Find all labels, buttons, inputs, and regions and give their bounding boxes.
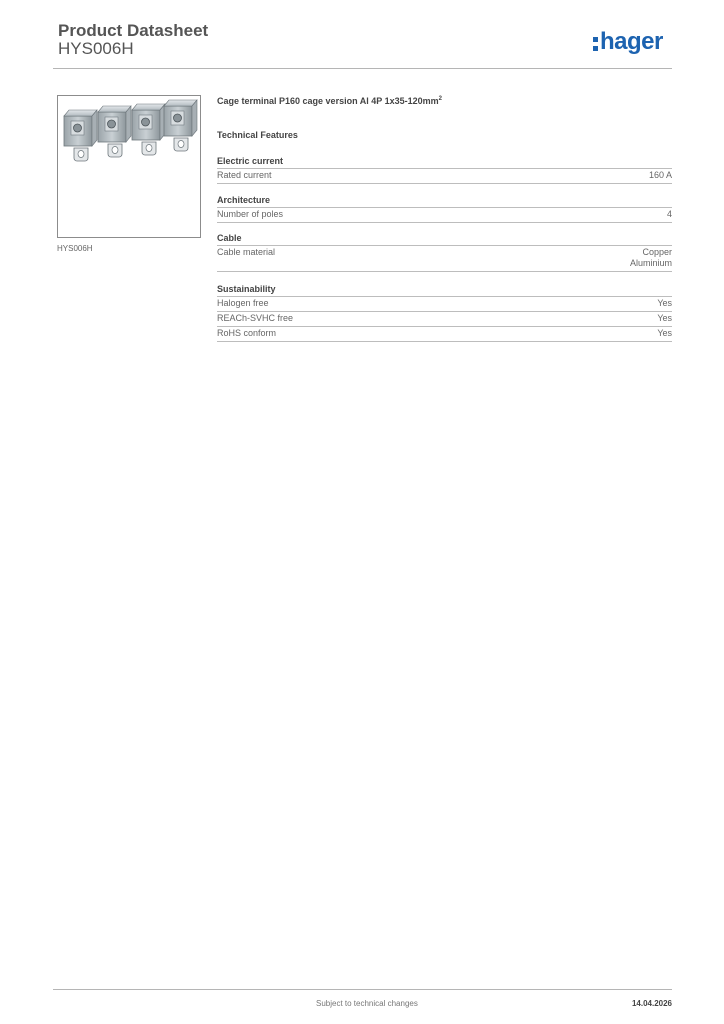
spec-value-line: Aluminium	[629, 258, 672, 268]
image-caption: HYS006H	[57, 244, 93, 253]
spec-label: RoHS conform	[217, 328, 277, 338]
spec-row	[217, 169, 672, 184]
footer-divider	[53, 989, 672, 990]
spec-value: 4	[666, 209, 672, 219]
hager-logo	[593, 26, 675, 58]
spec-value: Yes	[657, 328, 672, 338]
section-title: Architecture	[217, 194, 672, 208]
logo-wordmark: hager	[600, 28, 663, 55]
section-architecture	[217, 194, 672, 223]
spec-label: Cable material	[217, 247, 276, 257]
spec-value-line: Copper	[642, 247, 672, 257]
section-sustainability	[217, 283, 672, 342]
page-title: Product Datasheet	[58, 21, 209, 40]
spec-row	[217, 312, 672, 327]
cage-terminal-product-photo	[58, 96, 202, 239]
spec-label: Rated current	[217, 170, 272, 180]
product-image	[57, 95, 201, 238]
product-description-text: Cage terminal P160 cage version Al 4P 1x35-120mm	[217, 96, 439, 106]
section-title: Sustainability	[217, 283, 672, 297]
section-title: Cable	[217, 232, 672, 246]
product-description	[217, 96, 672, 106]
section-electric-current	[217, 155, 672, 184]
spec-row	[217, 246, 672, 272]
spec-value: Yes	[657, 313, 672, 323]
product-description-superscript: 2	[438, 96, 442, 102]
spec-value: Yes	[657, 298, 672, 308]
spec-value: 160 A	[648, 170, 672, 180]
footer-note: Subject to technical changes	[316, 999, 418, 1008]
spec-label: REACh-SVHC free	[217, 313, 294, 323]
header-divider	[53, 68, 672, 69]
product-code: HYS006H	[58, 39, 134, 58]
spec-row	[217, 208, 672, 223]
spec-row	[217, 297, 672, 312]
footer-date: 14.04.2026	[631, 999, 672, 1008]
logo-colon-icon	[593, 37, 598, 51]
spec-row	[217, 327, 672, 342]
technical-features-heading: Technical Features	[217, 130, 298, 140]
spec-label: Number of poles	[217, 209, 284, 219]
section-cable	[217, 232, 672, 272]
spec-value	[630, 247, 672, 269]
section-title: Electric current	[217, 155, 672, 169]
spec-label: Halogen free	[217, 298, 269, 308]
